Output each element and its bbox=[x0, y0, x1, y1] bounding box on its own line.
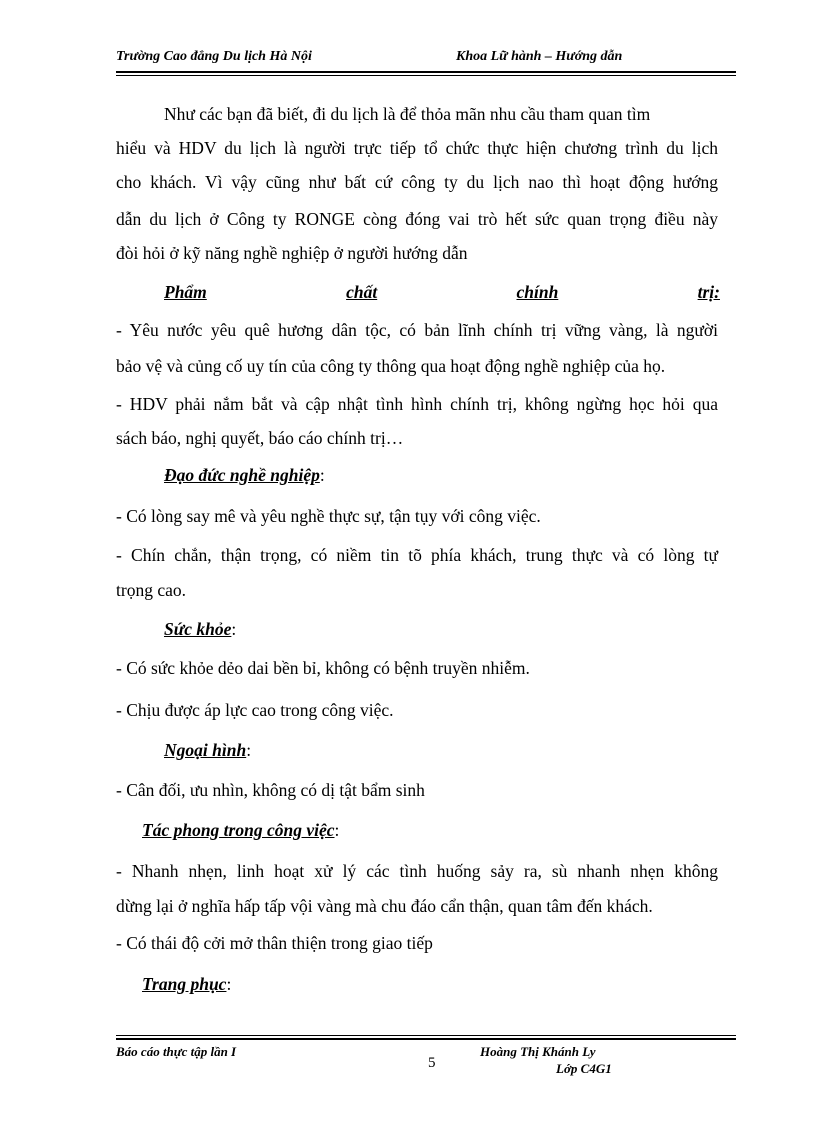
health-line-1: - Có sức khỏe dẻo dai bền bỉ, không có bệnh truyền nhiễm. bbox=[116, 658, 530, 678]
style-line-3: - Có thái độ cởi mở thân thiện trong giao tiếp bbox=[116, 933, 433, 953]
header-rule-thick bbox=[116, 71, 736, 73]
heading-ethics: Đạo đức nghề nghiệp: bbox=[164, 465, 325, 485]
header-rule-thin bbox=[116, 75, 736, 76]
intro-line-4: dẫn du lịch ở Công ty RONGE còng đóng vai trò hết sức quan trọng điều này bbox=[116, 209, 718, 229]
appearance-line-1: - Cân đối, ưu nhìn, không có dị tật bẩm sinh bbox=[116, 780, 425, 800]
ethics-line-2: - Chín chắn, thận trọng, có niềm tin tõ phía khách, trung thực và có lòng tự bbox=[116, 545, 718, 565]
page-number: 5 bbox=[428, 1055, 436, 1071]
intro-line-5: đòi hỏi ở kỹ năng nghề nghiệp ở người hướng dẫn bbox=[116, 243, 468, 263]
intro-line-3: cho khách. Vì vậy cũng như bất cứ công ty du lịch nao thì hoạt động hướng bbox=[116, 172, 718, 192]
heading-style: Tác phong trong công việc: bbox=[142, 820, 340, 840]
footer-class: Lớp C4G1 bbox=[556, 1061, 612, 1076]
politics-line-3: - HDV phải nắm bắt và cập nhật tình hình chính trị, không ngừng học hỏi qua bbox=[116, 394, 718, 414]
heading-appearance: Ngoại hình: bbox=[164, 740, 252, 760]
heading-dress: Trang phục: bbox=[142, 974, 232, 994]
header-school: Trường Cao đẳng Du lịch Hà Nội bbox=[116, 49, 312, 64]
page-header bbox=[116, 47, 736, 69]
intro-line-1: Như các bạn đã biết, đi du lịch là để thỏa mãn nhu cầu tham quan tìm bbox=[164, 104, 651, 124]
politics-line-4: sách báo, nghị quyết, báo cáo chính trị… bbox=[116, 428, 404, 448]
ethics-line-1: - Có lòng say mê và yêu nghề thực sự, tận tụy với công việc. bbox=[116, 506, 541, 526]
intro-line-2: hiểu và HDV du lịch là người trực tiếp tổ chức thực hiện chương trình du lịch bbox=[116, 138, 718, 158]
heading-health: Sức khỏe: bbox=[164, 619, 237, 639]
style-line-1: - Nhanh nhẹn, linh hoạt xử lý các tình huống sảy ra, sù nhanh nhẹn không bbox=[116, 861, 718, 881]
footer-author: Hoàng Thị Khánh Ly bbox=[480, 1044, 596, 1059]
politics-line-1: - Yêu nước yêu quê hương dân tộc, có bản lĩnh chính trị vững vàng, là người bbox=[116, 320, 718, 340]
footer-rule-thick bbox=[116, 1038, 736, 1040]
ethics-line-3: trọng cao. bbox=[116, 580, 186, 600]
politics-line-2: bảo vệ và củng cố uy tín của công ty thông qua hoạt động nghề nghiệp của họ. bbox=[116, 356, 666, 376]
footer-rule-thin bbox=[116, 1035, 736, 1036]
heading-politics: Phẩm chất chính trị: bbox=[164, 282, 720, 302]
header-department: Khoa Lữ hành – Hướng dẫn bbox=[456, 49, 623, 64]
health-line-2: - Chịu được áp lực cao trong công việc. bbox=[116, 700, 394, 720]
style-line-2: dừng lại ở nghĩa hấp tấp vội vàng mà chu đáo cẩn thận, quan tâm đến khách. bbox=[116, 896, 653, 916]
footer-report-title: Báo cáo thực tập lần I bbox=[116, 1044, 237, 1059]
